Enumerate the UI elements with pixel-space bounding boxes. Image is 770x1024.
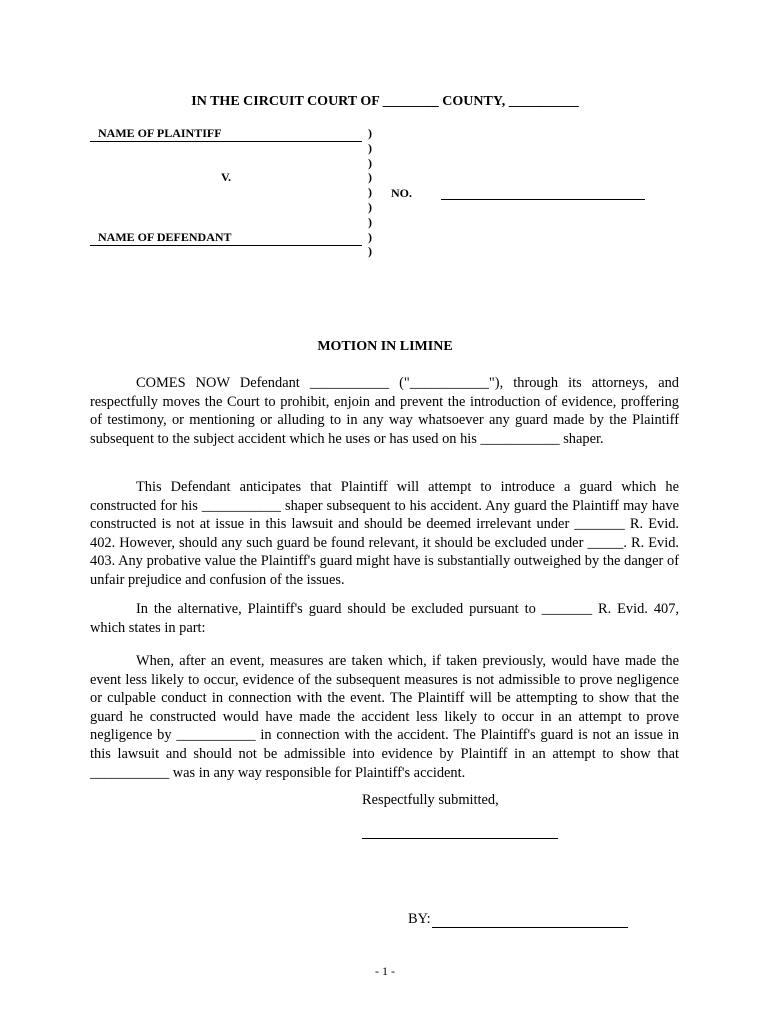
defendant-name-line <box>90 245 362 246</box>
paragraph-text: In the alternative, Plaintiff's guard should be excluded pursuant to _______ R. Evid. 407, which states in part: <box>90 601 679 636</box>
by-signature-line <box>432 913 628 928</box>
paragraph-2 <box>90 478 679 590</box>
caption-parenthesis: ) <box>368 140 372 155</box>
caption-parenthesis: ) <box>368 214 372 229</box>
case-number-label: NO. <box>391 186 412 200</box>
caption-parenthesis: ) <box>368 170 372 185</box>
by-label: BY: <box>408 911 431 927</box>
document-title: MOTION IN LIMINE <box>317 339 453 354</box>
defendant-label: NAME OF DEFENDANT <box>98 230 232 244</box>
paragraph-1 <box>90 374 679 448</box>
by-signature-row <box>408 911 628 928</box>
caption-parenthesis: ) <box>368 185 372 200</box>
paragraph-3 <box>90 600 679 637</box>
page-number: - 1 - <box>375 964 395 978</box>
caption-parenthesis: ) <box>368 229 372 244</box>
paragraph-4 <box>90 652 679 782</box>
caption-parenthesis-column <box>368 126 372 259</box>
paragraph-text: COMES NOW Defendant ___________ ("___________"), through its attorneys, and respectfully moves the Court to prohibit, enjoin and prevent the introduction of evidence, proffering of testimony, or mentioning or alluding to in any way whatsoever any guard made by the Plaintiff subsequent to the subject accident which he uses or has used on his ___________ shaper. <box>90 375 679 447</box>
closing-text: Respectfully submitted, <box>362 792 499 808</box>
caption-parenthesis: ) <box>368 244 372 259</box>
plaintiff-name-line <box>90 141 362 142</box>
case-number-line <box>441 199 645 200</box>
court-title: IN THE CIRCUIT COURT OF ________ COUNTY, __________ <box>191 94 579 109</box>
caption-parenthesis: ) <box>368 155 372 170</box>
paragraph-text: When, after an event, measures are taken which, if taken previously, would have made the event less likely to occur, evidence of the subsequent measures is not admissible to prove negligence or culpable conduct in connection with the event. The Plaintiff will be attempting to show that the guard he constructed would have made the accident less likely to occur in an attempt to prove negligence by ___________ in connection with the accident. The Plaintiff's guard is not an issue in this lawsuit and should not be admissible into evidence by Plaintiff in an attempt to show that ___________ was in any way responsible for Plaintiff's accident. <box>90 653 679 781</box>
caption-parenthesis: ) <box>368 126 372 140</box>
plaintiff-label: NAME OF PLAINTIFF <box>98 126 222 140</box>
caption-parenthesis: ) <box>368 199 372 214</box>
versus-label: V. <box>220 170 232 184</box>
paragraph-text: This Defendant anticipates that Plaintiff will attempt to introduce a guard which he constructed for his ___________ shaper subsequent to his accident. Any guard the Plaintiff may have constructed is not at issue in this lawsuit and should be deemed irrelevant under _______ R. Evid. 402. However, should any such guard be found relevant, it should be excluded under _____. R. Evid. 403. Any probative value the Plaintiff's guard might have is substantially outweighed by the danger of unfair prejudice and confusion of the issues. <box>90 479 679 588</box>
signature-line <box>362 838 558 839</box>
